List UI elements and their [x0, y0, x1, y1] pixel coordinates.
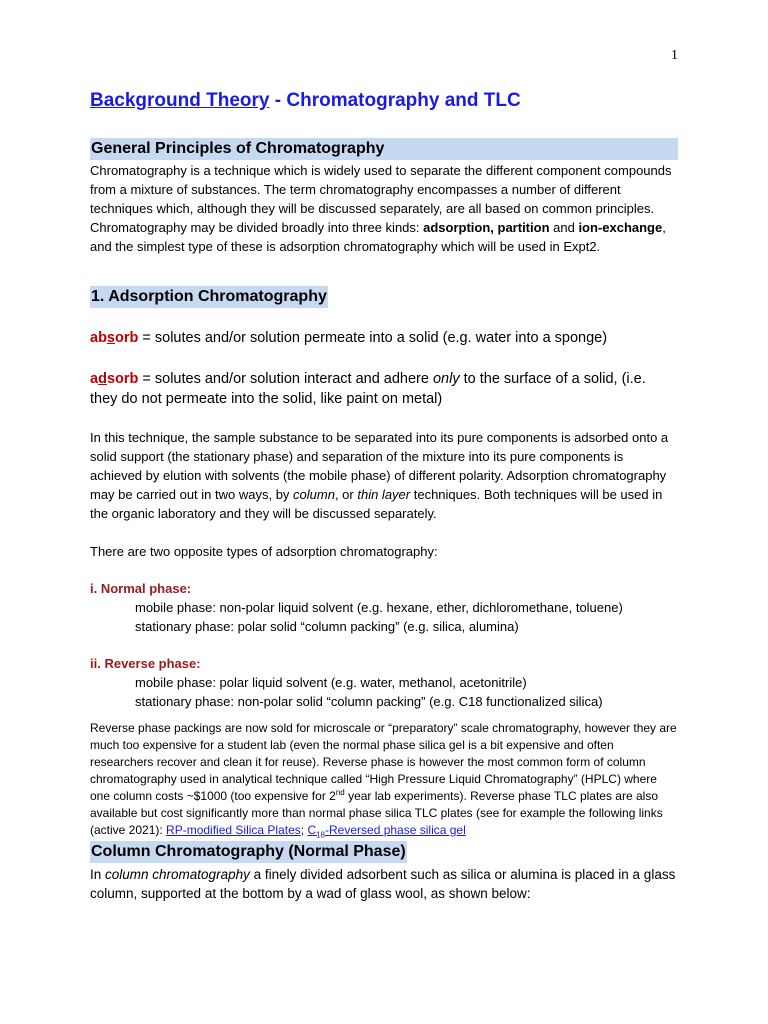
absorb-term: absorb — [90, 330, 139, 346]
absorb-definition: absorb = solutes and/or solution permeate into a solid (e.g. water into a sponge) — [90, 330, 608, 346]
rp-silica-plates-link[interactable]: RP-modified Silica Plates — [166, 823, 301, 837]
c18-silica-gel-link[interactable]: $C_{18}$-Reversed phase silica gel — [307, 823, 466, 840]
adsorb-term: adsorb — [90, 371, 139, 387]
reverse-phase-mobile: mobile phase: polar liquid solvent (e.g. water, methanol, acetonitrile) — [135, 675, 527, 690]
column-chromatography-heading: Column Chromatography (Normal Phase) — [90, 841, 407, 863]
column-chromatography-paragraph: In column chromatography a finely divided adsorbent such as silica or alumina is placed in a glass column, supported at the bottom by a wad of glass wool, as shown below: — [90, 867, 676, 901]
normal-phase-mobile: mobile phase: non-polar liquid solvent (e.g. hexane, ether, dichloromethane, toluene) — [135, 600, 623, 615]
general-principles-paragraph: Chromatography is a technique which is widely used to separate the different component compounds from a mixture of substances. The term chromatography encompasses a number of different techniques which, although they will be discussed separately, are all based on common principles. Chromatography may be divided broadly into three kinds: adsorption, partition and ion-exchange, and the simplest type of these is adsorption chromatography which will be used in Expt2. — [90, 163, 672, 254]
document-title — [90, 90, 678, 112]
document-body — [90, 90, 678, 903]
adsorb-definition-continued: they do not permeate into the solid, like paint on metal) — [90, 391, 443, 407]
page-number: 1 — [671, 48, 678, 63]
reverse-phase-note: Reverse phase packings are now sold for microscale or “preparatory” scale chromatography, however they are much too expensive for a student lab (even the normal phase silica gel is a bit expensive and often researchers recover and clean it for reuse). Reverse phase is however the most common form of column chromatography used in analytical technique called “High Pressure Liquid Chromatography” (HPLC) where one column costs ~$1000 (too expensive for 2nd year lab experiments). Reverse phase TLC plates are also available but cost significantly more than normal phase silica TLC plates (see for example the following links (active 2021): RP-modified Silica Plates; $C_{18}$-Reversed phase silica gel — [90, 721, 677, 840]
normal-phase-heading: i. Normal phase: — [90, 581, 192, 596]
title-link[interactable]: Background Theory — [90, 90, 270, 111]
normal-phase-stationary: stationary phase: polar solid “column packing” (e.g. silica, alumina) — [135, 619, 519, 634]
title-rest: - Chromatography and TLC — [269, 90, 521, 111]
adsorption-heading: 1. Adsorption Chromatography — [90, 286, 328, 308]
reverse-phase-stationary: stationary phase: non-polar solid “column packing” (e.g. C18 functionalized silica) — [135, 694, 603, 709]
adsorption-technique-paragraph: In this technique, the sample substance to be separated into its pure components is adsorbed onto a solid support (the stationary phase) and separation of the mixture into its pure components is achieved by elution with solvents (the mobile phase) of different polarity. Adsorption chromatography may be carried out in two ways, by column, or thin layer techniques. Both techniques will be used in the organic laboratory and they will be discussed separately. — [90, 430, 669, 521]
adsorb-definition: adsorb = solutes and/or solution interact and adhere only to the surface of a solid, (i.e. — [90, 371, 646, 387]
reverse-phase-heading: ii. Reverse phase: — [90, 656, 201, 671]
general-principles-heading: General Principles of Chromatography — [90, 138, 678, 160]
two-types-paragraph: There are two opposite types of adsorption chromatography: — [90, 544, 438, 559]
